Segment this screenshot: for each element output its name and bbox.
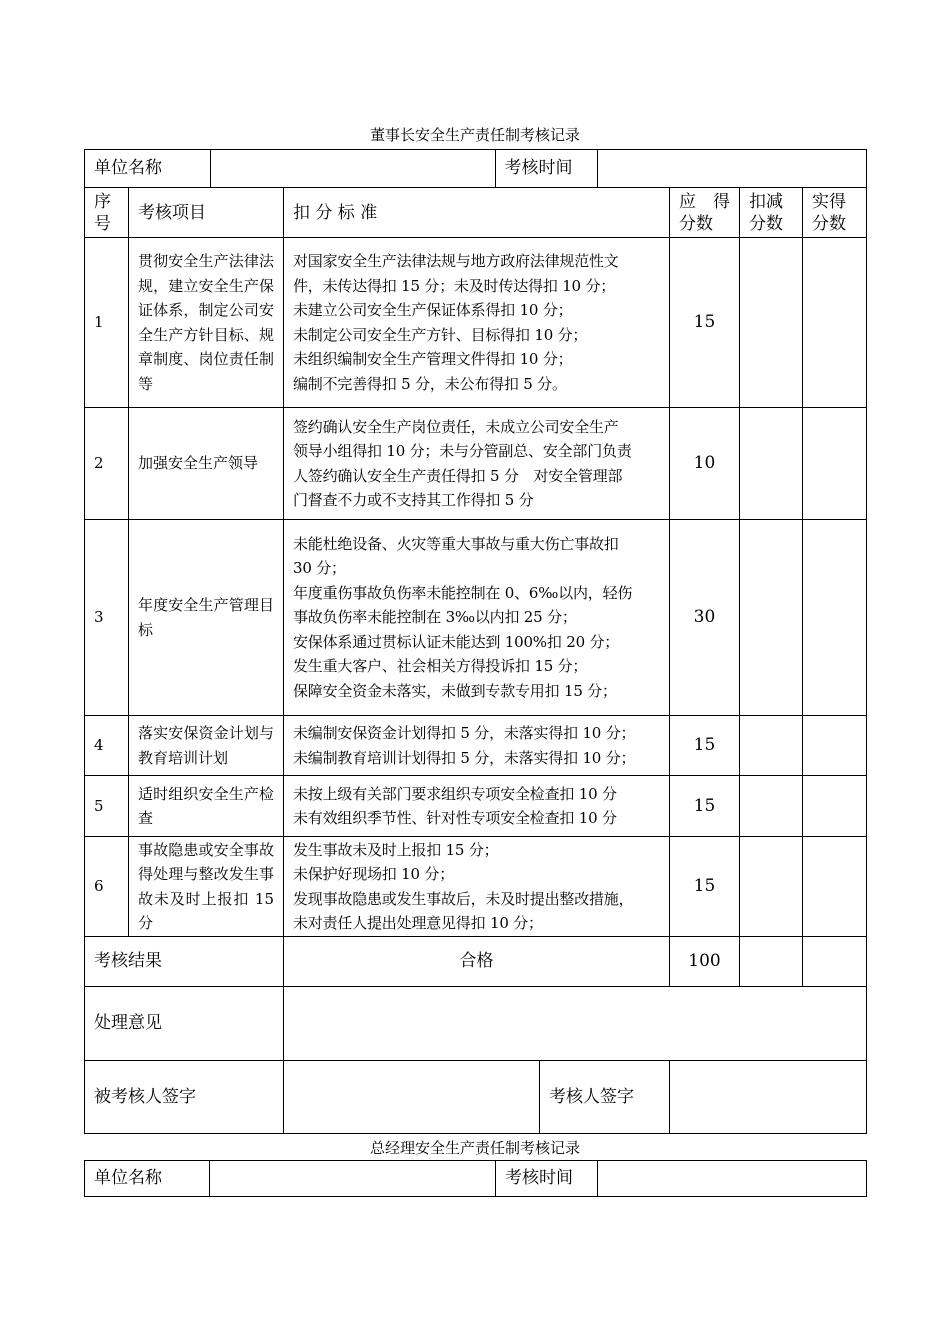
row-due-score: 15 xyxy=(670,238,740,408)
time-cell xyxy=(284,150,867,188)
row-seq: 5 xyxy=(85,776,129,837)
result-total: 100 xyxy=(670,937,740,987)
criteria-line: 对国家安全生产法律法规与地方政府法律规范性文 xyxy=(293,252,619,270)
criteria-line: 未组织编制安全生产管理文件得扣 10 分； xyxy=(293,350,573,368)
row-item: 事故隐患或安全事故得处理与整改发生事故未及时上报扣 15 分 xyxy=(129,837,284,937)
row-item: 贯彻安全生产法律法规，建立安全生产保证体系，制定公司安全生产方针目标、规章制度、岗位责任制等 xyxy=(129,238,284,408)
row-criteria xyxy=(284,520,670,716)
row-due-score: 30 xyxy=(670,520,740,716)
row-criteria xyxy=(284,837,670,937)
row-item: 年度安全生产管理目标 xyxy=(129,520,284,716)
row-actual-score[interactable] xyxy=(803,408,867,520)
unit-name-value[interactable] xyxy=(211,150,284,187)
criteria-line: 发现事故隐患或发生事故后，未及时提出整改措施， xyxy=(293,889,634,908)
criteria-line: 发生重大客户、社会相关方得投诉扣 15 分； xyxy=(293,657,588,676)
row-seq: 6 xyxy=(85,837,129,937)
row-due-score: 15 xyxy=(670,837,740,937)
time-label: 考核时间 xyxy=(495,150,598,187)
criteria-line: 30 分； xyxy=(293,559,346,578)
criteria-line: 未有效组织季节性、针对性专项安全检查扣 10 分 xyxy=(293,809,617,827)
unit-label: 单位名称 xyxy=(85,150,211,187)
row-seq: 4 xyxy=(85,716,129,776)
row-item: 适时组织安全生产检查 xyxy=(129,776,284,837)
criteria-line: 领导小组得扣 10 分；未与分管副总、安全部门负责 xyxy=(293,442,632,460)
row-criteria xyxy=(284,776,670,837)
table-row xyxy=(85,716,867,776)
result-label: 考核结果 xyxy=(85,937,284,987)
form2-title: 总经理安全生产责任制考核记录 xyxy=(369,1139,580,1157)
row-deduct-score[interactable] xyxy=(740,238,803,408)
header-seq: 序 号 xyxy=(85,188,129,238)
result-deduct-cell[interactable] xyxy=(740,937,803,987)
row-criteria xyxy=(284,408,670,520)
criteria-line: 未对责任人提出处理意见得扣 10 分； xyxy=(293,914,543,932)
row-deduct-score[interactable] xyxy=(740,776,803,837)
header-criteria: 扣 分 标 准 xyxy=(284,188,670,238)
criteria-line: 保障安全资金未落实，未做到专款专用扣 15 分； xyxy=(293,681,617,700)
row-item: 落实安保资金计划与教育培训计划 xyxy=(129,716,284,776)
criteria-line: 编制不完善得扣 5 分，未公布得扣 5 分。 xyxy=(293,374,567,393)
criteria-line: 门督查不力或不支持其工作得扣 5 分 xyxy=(293,491,534,509)
opinion-label: 处理意见 xyxy=(85,987,284,1061)
table-row xyxy=(85,520,867,716)
result-value: 合格 xyxy=(284,937,670,987)
criteria-line: 未能杜绝设备、火灾等重大事故与重大伤亡事故扣 xyxy=(293,534,619,553)
header-deduct-score: 扣减 分数 xyxy=(740,188,803,238)
result-table xyxy=(84,936,867,1134)
row-deduct-score[interactable] xyxy=(740,716,803,776)
row-seq: 3 xyxy=(85,520,129,716)
form1-title: 董事长安全生产责任制考核记录 xyxy=(369,126,580,144)
criteria-line: 未编制教育培训计划得扣 5 分，未落实得扣 10 分； xyxy=(293,748,636,767)
row-due-score: 10 xyxy=(670,408,740,520)
opinion-field[interactable] xyxy=(284,987,867,1061)
criteria-line: 签约确认安全生产岗位责任，未成立公司安全生产 xyxy=(293,417,619,436)
table-row xyxy=(85,837,867,937)
form2-time-label: 考核时间 xyxy=(496,1161,598,1197)
form2-unit-name-field[interactable] xyxy=(210,1161,496,1197)
criteria-line: 未按上级有关部门要求组织专项安全检查扣 10 分 xyxy=(293,784,617,803)
row-due-score: 15 xyxy=(670,716,740,776)
criteria-line: 安保体系通过贯标认证未能达到 100%扣 20 分； xyxy=(293,632,620,651)
form2-header-table xyxy=(84,1160,867,1197)
assessment-table xyxy=(84,149,867,937)
assessor-sign-label: 考核人签字 xyxy=(540,1061,670,1134)
table-row xyxy=(85,776,867,837)
row-deduct-score[interactable] xyxy=(740,408,803,520)
header-actual-score: 实得 分数 xyxy=(803,188,867,238)
unit-label-cell xyxy=(85,150,284,188)
row-actual-score[interactable] xyxy=(803,520,867,716)
form2-assessment-time-field[interactable] xyxy=(598,1161,867,1197)
row-item: 加强安全生产领导 xyxy=(129,408,284,520)
form2-unit-label: 单位名称 xyxy=(85,1161,210,1197)
table-row xyxy=(85,238,867,408)
criteria-line: 人签约确认安全生产责任得扣 5 分 对安全管理部 xyxy=(293,466,623,485)
result-actual-cell[interactable] xyxy=(803,937,867,987)
table-row xyxy=(85,408,867,520)
assessment-time-value[interactable] xyxy=(598,150,867,187)
header-item: 考核项目 xyxy=(129,188,284,238)
criteria-line: 未制定公司安全生产方针、目标得扣 10 分； xyxy=(293,325,588,344)
assessor-sign-field[interactable] xyxy=(670,1061,867,1134)
row-actual-score[interactable] xyxy=(803,238,867,408)
criteria-line: 未建立公司安全生产保证体系得扣 10 分； xyxy=(293,301,573,319)
criteria-line: 发生事故未及时上报扣 15 分； xyxy=(293,840,499,859)
unit-name-value-ext[interactable] xyxy=(284,150,495,187)
row-criteria xyxy=(284,238,670,408)
criteria-line: 未编制安保资金计划得扣 5 分，未落实得扣 10 分； xyxy=(293,724,636,742)
criteria-line: 年度重伤事故负伤率未能控制在 0、6‰以内，轻伤 xyxy=(293,583,633,602)
header-due-score: 应 得 分数 xyxy=(670,188,740,238)
criteria-line: 未保护好现场扣 10 分； xyxy=(293,865,455,883)
row-deduct-score[interactable] xyxy=(740,520,803,716)
row-actual-score[interactable] xyxy=(803,716,867,776)
row-seq: 2 xyxy=(85,408,129,520)
row-seq: 1 xyxy=(85,238,129,408)
row-actual-score[interactable] xyxy=(803,776,867,837)
row-criteria xyxy=(284,716,670,776)
row-due-score: 15 xyxy=(670,776,740,837)
criteria-line: 件，未传达得扣 15 分；未及时传达得扣 10 分； xyxy=(293,276,616,295)
assessee-sign-label: 被考核人签字 xyxy=(85,1061,284,1134)
row-deduct-score[interactable] xyxy=(740,837,803,937)
assessee-sign-field[interactable] xyxy=(284,1061,540,1134)
row-actual-score[interactable] xyxy=(803,837,867,937)
criteria-line: 事故负伤率未能控制在 3‰以内扣 25 分； xyxy=(293,608,577,627)
